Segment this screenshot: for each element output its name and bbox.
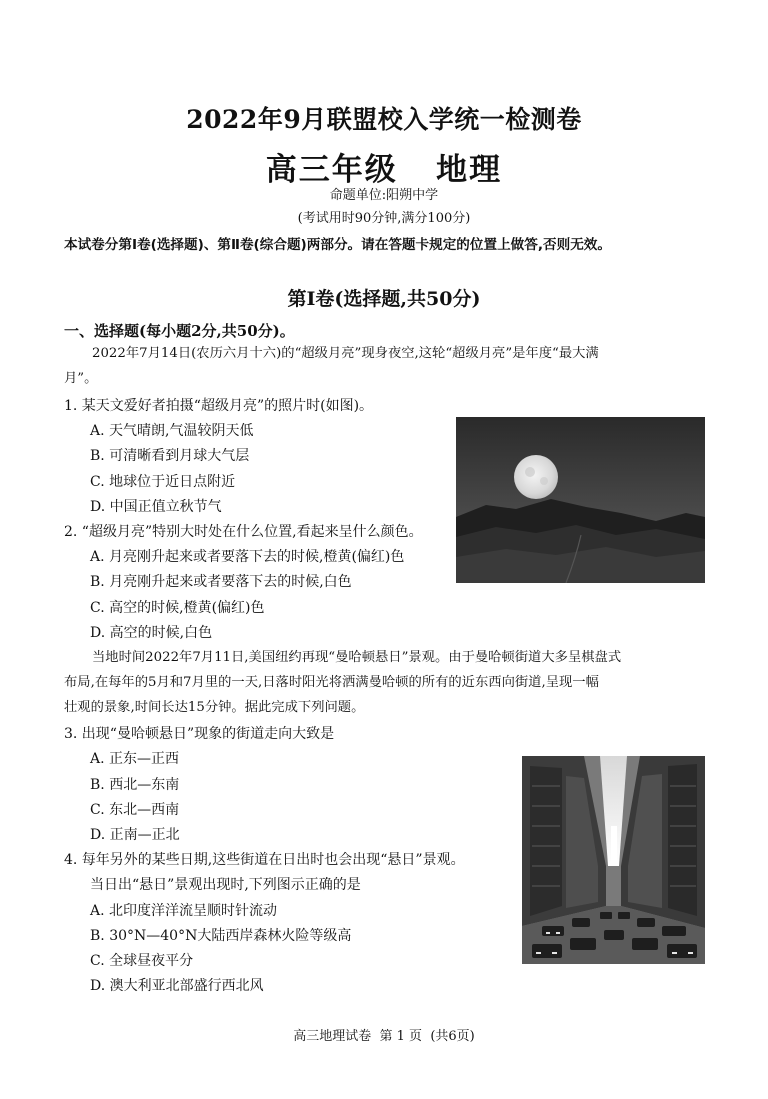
part1-title: 第Ⅰ卷(选择题,共50分): [287, 288, 481, 310]
section-heading: 一、选择题(每小题2分,共50分)。: [64, 322, 295, 340]
question-3-option-b: B. 西北—东南: [90, 777, 180, 793]
question-4-option-a: A. 北印度洋洋流呈顺时针流动: [90, 903, 278, 919]
subject-title: 高三年级 地理: [265, 152, 503, 188]
page-footer: 高三地理试卷 第 1 页 (共6页): [293, 1029, 475, 1044]
question-1-option-d: D. 中国正值立秋节气: [90, 499, 222, 515]
passage2-line3: 壮观的景象,时间长达15分钟。据此完成下列问题。: [64, 700, 365, 715]
passage1-line1: 2022年7月14日(农历六月十六)的“超级月亮”现身夜空,这轮“超级月亮”是年度“最大满: [92, 346, 599, 361]
exam-title: 2022年9月联盟校入学统一检测卷: [186, 105, 582, 134]
question-2-option-c: C. 高空的时候,橙黄(偏红)色: [90, 600, 265, 616]
author-unit: 命题单位:阳朔中学: [329, 188, 439, 203]
question-4-option-c: C. 全球昼夜平分: [90, 953, 194, 969]
question-4-stem: 4. 每年另外的某些日期,这些街道在日出时也会出现“悬日”景观。: [64, 852, 465, 868]
passage1-line2: 月”。: [64, 371, 98, 386]
question-1-option-b: B. 可清晰看到月球大气层: [90, 448, 250, 464]
question-3-option-a: A. 正东—正西: [90, 751, 180, 767]
question-2-option-a: A. 月亮刚升起来或者要落下去的时候,橙黄(偏红)色: [90, 549, 405, 565]
question-1-option-a: A. 天气晴朗,气温较阴天低: [90, 423, 254, 439]
question-4-stem-line2: 当日出“悬日”景观出现时,下列图示正确的是: [90, 877, 361, 893]
question-3-option-d: D. 正南—正北: [90, 827, 180, 843]
exam-notice: 本试卷分第Ⅰ卷(选择题)、第Ⅱ卷(综合题)两部分。请在答题卡规定的位置上做答,否则无效。: [64, 237, 611, 253]
question-2-option-d: D. 高空的时候,白色: [90, 625, 213, 641]
manhattanhenge-image: [522, 756, 705, 964]
question-2-stem: 2. “超级月亮”特别大时处在什么位置,看起来呈什么颜色。: [64, 524, 423, 540]
passage2-line1: 当地时间2022年7月11日,美国纽约再现“曼哈顿悬日”景观。由于曼哈顿街道大多呈棋盘式: [92, 650, 622, 665]
question-2-option-b: B. 月亮刚升起来或者要落下去的时候,白色: [90, 574, 352, 590]
question-4-option-d: D. 澳大利亚北部盛行西北风: [90, 978, 264, 994]
exam-info: (考试用时90分钟,满分100分): [297, 211, 471, 226]
question-1-option-c: C. 地球位于近日点附近: [90, 474, 236, 490]
passage2-line2: 布局,在每年的5月和7月里的一天,日落时阳光将洒满曼哈顿的所有的近东西向街道,呈现一幅: [64, 675, 599, 690]
question-3-option-c: C. 东北—西南: [90, 802, 180, 818]
question-4-option-b: B. 30°N—40°N大陆西岸森林火险等级高: [90, 928, 352, 944]
supermoon-image: [456, 417, 705, 583]
manhattanhenge-photo: [522, 756, 705, 964]
question-1-stem: 1. 某天文爱好者拍摄“超级月亮”的照片时(如图)。: [64, 398, 374, 414]
question-3-stem: 3. 出现“曼哈顿悬日”现象的街道走向大致是: [64, 726, 335, 742]
supermoon-photo: [456, 417, 705, 583]
